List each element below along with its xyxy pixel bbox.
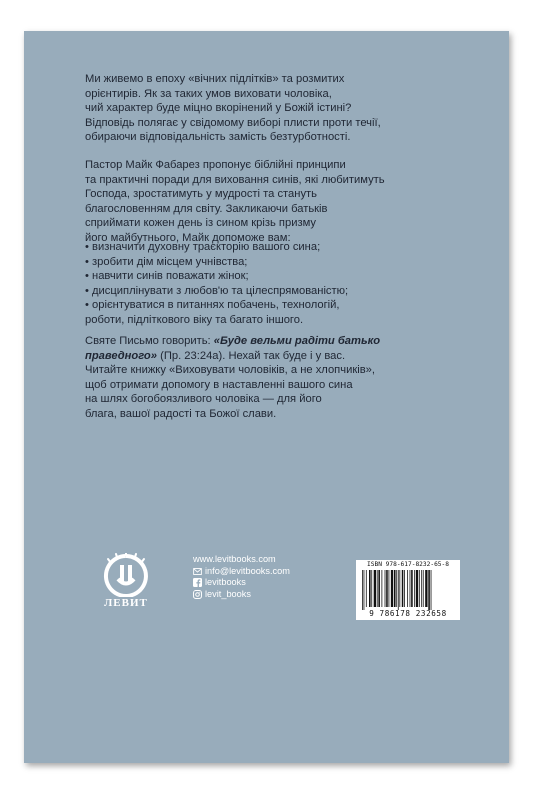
publisher-contacts	[193, 554, 290, 600]
text-segment: Святе Письмо говорить:	[85, 335, 214, 347]
list-item: • дисциплінувати з любов'ю та цілеспрямованістю;	[85, 284, 349, 297]
barcode-bar	[404, 570, 405, 607]
barcode-bar	[378, 570, 380, 607]
barcode-bar	[398, 570, 399, 610]
text-line: його майбутнього, Майк допоможе вам:	[85, 231, 291, 244]
barcode-bar	[416, 570, 418, 607]
publisher-name: ЛЕВИТ	[104, 597, 148, 609]
list-item: • навчити синів поважати жінок;	[85, 270, 249, 283]
text-line: щоб отримати допомогу в наставленні вашого сина	[85, 378, 353, 391]
list-item: • зробити дім місцем учнівства;	[85, 255, 248, 268]
text-line: Читайте книжку «Виховувати чоловіків, а не хлопчиків»,	[85, 364, 375, 377]
isbn-barcode	[356, 560, 460, 620]
text-line: чий характер буде міцно вкорінений у Божій істині?	[85, 102, 352, 115]
barcode-bar	[423, 570, 424, 607]
barcode-bar	[431, 570, 432, 610]
benefits-list	[85, 240, 445, 328]
barcode-bar	[389, 570, 390, 607]
author-paragraph	[85, 158, 445, 246]
barcode-bar	[374, 570, 376, 607]
barcode-bar	[394, 570, 396, 607]
scripture-paragraph	[85, 334, 445, 422]
levit-emblem-icon	[96, 553, 156, 597]
list-item: роботи, підліткового віку та багато іншого.	[85, 313, 304, 326]
publisher-logo	[96, 553, 156, 617]
email-text: info@levitbooks.com	[205, 565, 290, 576]
facebook-text: levitbooks	[205, 577, 246, 588]
text-line: благословенням для світу. Закликаючи батьків	[85, 202, 328, 215]
text-segment: (Пр. 23:24а). Нехай так буде і у вас.	[156, 349, 346, 362]
instagram-icon	[193, 590, 202, 599]
list-item: • визначити духовну траєкторію вашого сина;	[85, 241, 321, 253]
instagram-text: levit_books	[205, 588, 251, 599]
envelope-icon	[193, 567, 202, 576]
text-line: обираючи відповідальність замість безтурботності.	[85, 131, 351, 144]
text-line: сприймати кожен день із сином крізь призму	[85, 217, 316, 230]
barcode-bar	[410, 570, 411, 607]
text-line	[85, 349, 445, 364]
website-text: www.levitbooks.com	[193, 554, 276, 564]
isbn-label: ISBN 978-617-8232-65-8	[367, 561, 449, 568]
scripture-quote: «Буде вельми радіти батько	[213, 335, 381, 347]
text-line: та практичні поради для виховання синів, які любитимуть	[85, 173, 385, 186]
barcode-bar	[377, 570, 378, 607]
intro-paragraph	[85, 72, 445, 145]
text-line	[85, 334, 445, 349]
text-line: Ми живемо в епоху «вічних підлітків» та розмитих	[85, 73, 345, 85]
text-line: на шлях богобоязливого чоловіка — для його	[85, 393, 322, 406]
facebook-link[interactable]	[193, 577, 290, 589]
email-link[interactable]	[193, 566, 290, 578]
barcode-bar	[428, 570, 430, 610]
website-link[interactable]	[193, 554, 290, 566]
barcode-bar	[421, 570, 422, 607]
barcode-bar	[425, 570, 427, 607]
barcode-bar	[407, 570, 408, 607]
barcode-bar	[369, 570, 371, 607]
barcode-bar	[402, 570, 404, 607]
barcode-bar	[391, 570, 393, 607]
list-item: • орієнтуватися в питаннях побачень, технологій,	[85, 299, 340, 312]
barcode-bar	[371, 570, 372, 607]
barcode-bar	[414, 570, 415, 607]
instagram-link[interactable]	[193, 589, 290, 601]
barcode-bar	[399, 570, 400, 607]
barcode-digits: 9 786178 232658	[369, 609, 447, 618]
text-line: Пастор Майк Фабарез пропонує біблійні принципи	[85, 159, 346, 171]
barcode-bar	[364, 570, 365, 610]
barcode-bar	[362, 570, 363, 610]
text-line: блага, вашої радості та Божої слави.	[85, 407, 277, 420]
barcode-bars	[360, 570, 456, 610]
facebook-icon	[193, 578, 202, 587]
barcode-bar	[386, 570, 388, 607]
barcode-bar	[366, 570, 367, 607]
text-line: орієнтирів. Як за таких умов виховати чоловіка,	[85, 87, 332, 100]
barcode-bar	[382, 570, 383, 607]
text-line: Господа, зростатимуть у мудрості та стануть	[85, 188, 318, 201]
barcode-bar	[385, 570, 386, 607]
text-line: Відповідь полягає у свідомому виборі плисти проти течії,	[85, 116, 381, 129]
scripture-quote: праведного»	[85, 349, 157, 362]
barcode-bar	[419, 570, 420, 607]
barcode-bar	[396, 570, 397, 607]
barcode-bar	[411, 570, 413, 607]
